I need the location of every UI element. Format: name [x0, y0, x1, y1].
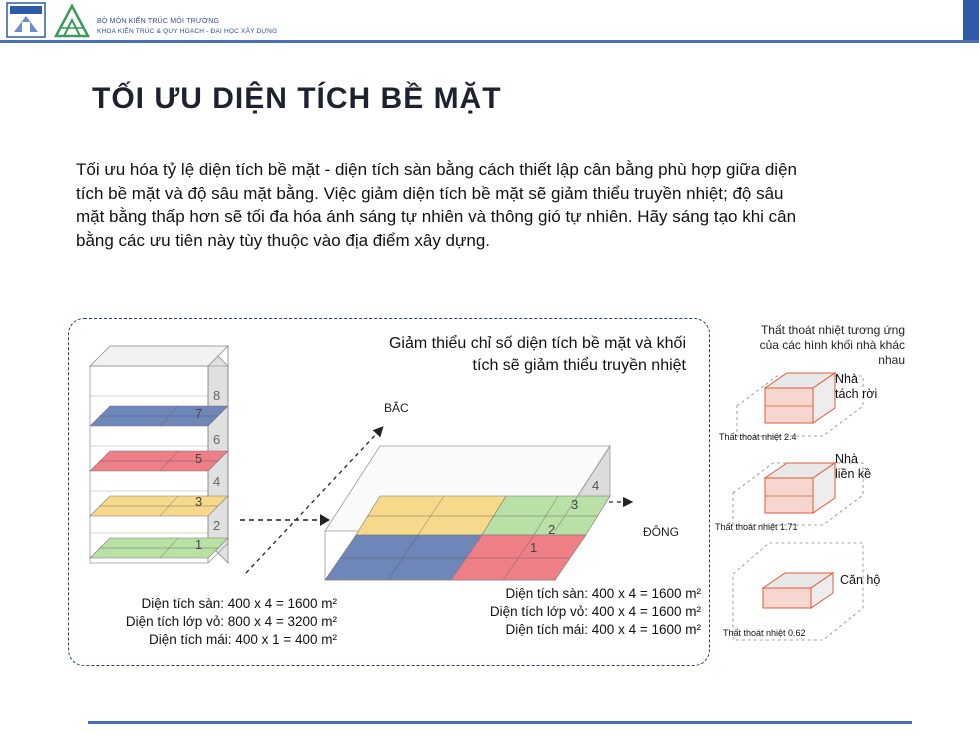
- floor-number: 6: [213, 432, 221, 447]
- side-title: Thất thoát nhiệt tương ứng: [760, 323, 905, 337]
- paragraph-line: tích bề mặt và độ sâu mặt bằng. Việc giảm diện tích bề mặt sẽ giảm thiểu truyền nhiệt; độ sâu: [76, 183, 784, 203]
- floor-number: 1: [195, 537, 203, 552]
- north-label: BẮC: [384, 401, 409, 415]
- floor-number: 8: [213, 388, 221, 403]
- apartment-figure: [733, 543, 863, 640]
- tall-building: [90, 346, 228, 563]
- diagram-heading: tích sẽ giảm thiểu truyền nhiệt: [472, 357, 686, 374]
- page-title: TỐI ƯU DIỆN TÍCH BỀ MẶT: [92, 82, 502, 115]
- wide-stat: Diện tích lớp vỏ: 400 x 4 = 1600 m²: [489, 604, 701, 619]
- footer-divider: [88, 721, 912, 724]
- item-label: liền kề: [835, 467, 872, 481]
- paragraph-line: Tối ưu hóa tỷ lệ diện tích bề mặt - diện tích sàn bằng cách thiết lập cân bằng phù hợp giữa diện: [76, 160, 797, 179]
- item-label: Căn hộ: [840, 573, 881, 587]
- floor-number: 5: [195, 451, 203, 466]
- tall-stat: Diện tích sàn: 400 x 4 = 1600 m²: [141, 596, 337, 611]
- wide-building: [325, 446, 610, 580]
- wide-number: 1: [530, 540, 538, 555]
- side-title: của các hình khối nhà khác: [759, 338, 905, 352]
- wide-number: 4: [592, 478, 600, 493]
- item-label: Nhà: [835, 452, 858, 466]
- paragraph-line: bằng các ưu tiên này tùy thuộc vào địa điểm xây dựng.: [76, 230, 491, 250]
- tall-stat: Diện tích lớp vỏ: 800 x 4 = 3200 m²: [125, 614, 337, 629]
- department-logo-icon: [52, 2, 92, 38]
- intro-paragraph: [76, 158, 896, 252]
- transition-arrow-head: [320, 514, 330, 526]
- faculty-name: KHOA KIẾN TRÚC & QUY HOẠCH - ĐẠI HỌC XÂY DỰNG: [97, 28, 278, 35]
- header-accent-block: [963, 0, 979, 43]
- wide-stat: Diện tích sàn: 400 x 4 = 1600 m²: [505, 586, 701, 601]
- heat-loss-value: Thất thoát nhiệt 1.71: [715, 522, 798, 532]
- diagram-heading: Giảm thiểu chỉ số diện tích bề mặt và khối: [388, 335, 686, 352]
- item-label: Nhà: [835, 372, 858, 386]
- university-logo-icon: [6, 2, 46, 38]
- heat-loss-value: Thất thoát nhiệt 2.4: [719, 432, 797, 442]
- east-label: ĐÔNG: [643, 525, 679, 539]
- item-label: tách rời: [835, 387, 878, 401]
- wide-number: 3: [571, 497, 579, 512]
- floor-number: 2: [213, 518, 221, 533]
- heat-loss-panel: [713, 318, 913, 648]
- heat-loss-value: Thất thoát nhiệt 0.62: [723, 628, 806, 638]
- floor-number: 4: [213, 474, 221, 489]
- header-divider: [0, 40, 979, 43]
- floor-number: 3: [195, 494, 203, 509]
- dept-name: BỘ MÔN KIẾN TRÚC MÔI TRƯỜNG: [97, 18, 220, 25]
- paragraph-line: mặt bằng thấp hơn sẽ tối đa hóa ánh sáng tự nhiên và thông gió tự nhiên. Hãy sáng tạo khi cân: [76, 207, 797, 226]
- side-title: nhau: [878, 353, 905, 367]
- wide-stat: Diện tích mái: 400 x 4 = 1600 m²: [505, 622, 701, 637]
- tall-stat: Diện tích mái: 400 x 1 = 400 m²: [149, 632, 337, 647]
- building-comparison-diagram: [68, 318, 710, 666]
- wide-number: 2: [548, 522, 556, 537]
- floor-number: 7: [195, 406, 203, 421]
